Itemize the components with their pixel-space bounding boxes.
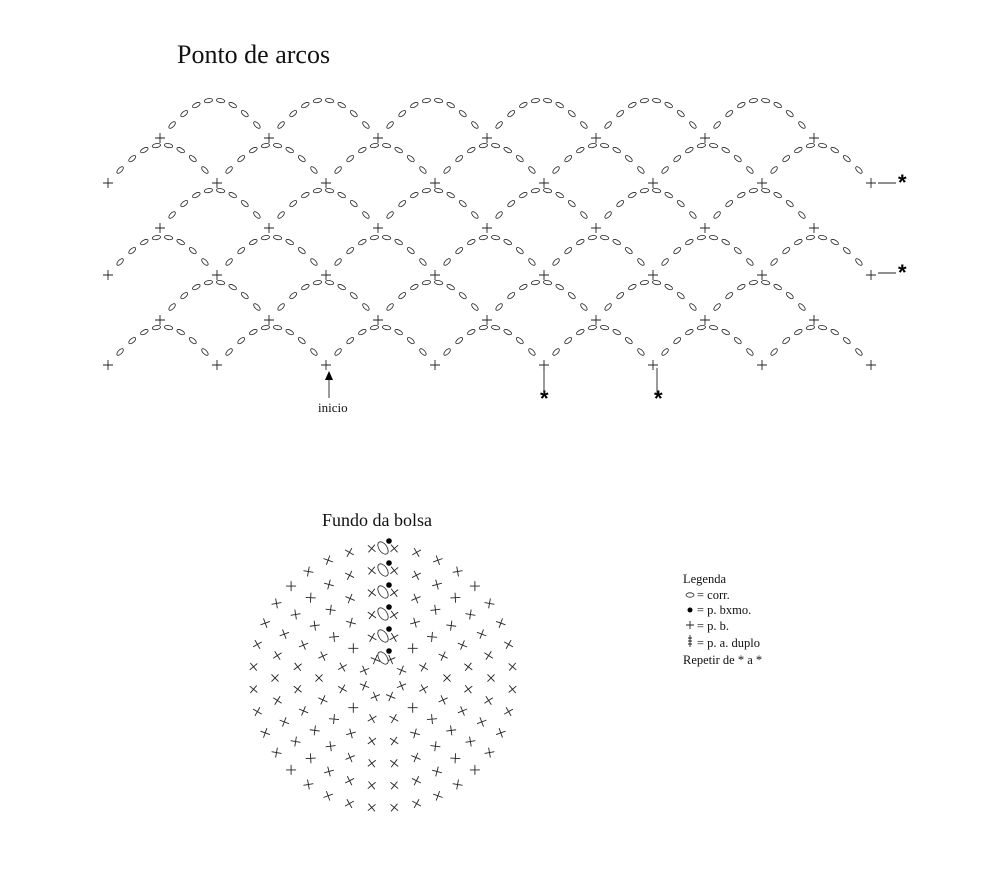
chain-oval-icon — [683, 588, 697, 604]
single-crochet-icon — [365, 712, 379, 726]
repeat-marker-icon: * — [654, 386, 663, 411]
treble-crochet-icon — [683, 634, 697, 653]
single-crochet-icon — [344, 751, 357, 764]
single-crochet-icon — [369, 690, 382, 703]
single-crochet-icon — [316, 649, 329, 662]
single-crochet-icon — [387, 586, 401, 600]
single-crochet-icon — [343, 774, 356, 787]
single-crochet-icon — [365, 564, 379, 578]
single-crochet-icon — [329, 631, 340, 642]
single-crochet-icon — [268, 671, 282, 685]
single-crochet-icon — [427, 631, 438, 642]
single-crochet-icon — [312, 671, 326, 685]
single-crochet-icon — [410, 546, 424, 560]
legend — [683, 572, 762, 668]
single-crochet-icon — [348, 643, 358, 653]
single-crochet-icon — [409, 592, 422, 605]
single-crochet-icon — [365, 778, 379, 792]
legend-item-sc — [683, 619, 762, 635]
single-crochet-icon — [408, 703, 418, 713]
single-crochet-icon — [297, 704, 310, 717]
single-crochet-icon — [482, 694, 496, 708]
single-crochet-icon — [494, 726, 507, 739]
single-crochet-icon — [430, 741, 441, 752]
single-crochet-icon — [365, 541, 379, 555]
single-crochet-icon — [417, 682, 431, 696]
single-crochet-icon — [409, 727, 421, 739]
repeat-marker-icon: * — [898, 260, 907, 285]
single-crochet-icon — [475, 628, 488, 641]
slip-stitch-icon — [386, 560, 392, 566]
single-crochet-icon — [358, 679, 371, 692]
slip-stitch-dot-icon — [683, 603, 697, 619]
legend-item-chain — [683, 588, 762, 604]
slip-stitch-icon — [386, 538, 392, 544]
single-crochet-icon — [246, 660, 260, 674]
single-crochet-icon — [387, 734, 401, 748]
single-crochet-icon — [365, 734, 379, 748]
single-crochet-icon — [387, 608, 401, 622]
single-crochet-icon — [505, 682, 519, 696]
single-crochet-icon — [431, 554, 444, 567]
single-crochet-icon — [271, 747, 283, 759]
single-crochet-icon — [395, 679, 408, 692]
single-crochet-icon — [344, 592, 357, 605]
legend-item-treble — [683, 634, 762, 653]
single-crochet-icon — [409, 616, 421, 628]
legend-item-label: = p. bxmo. — [697, 603, 752, 617]
single-crochet-icon — [259, 726, 272, 739]
single-crochet-cross-icon — [683, 619, 697, 635]
single-crochet-icon — [408, 643, 418, 653]
single-crochet-icon — [430, 604, 441, 615]
legend-title: Legenda — [683, 572, 727, 586]
slip-stitch-icon — [386, 648, 392, 654]
single-crochet-icon — [505, 660, 519, 674]
single-crochet-icon — [251, 638, 265, 652]
single-crochet-icon — [290, 609, 301, 620]
single-crochet-icon — [395, 664, 408, 677]
single-crochet-icon — [305, 592, 316, 603]
single-crochet-icon — [259, 617, 272, 630]
single-crochet-icon — [365, 608, 379, 622]
single-crochet-icon — [316, 693, 329, 706]
single-crochet-icon — [286, 581, 296, 591]
single-crochet-icon — [343, 797, 357, 811]
single-crochet-icon — [475, 715, 488, 728]
single-crochet-icon — [365, 586, 379, 600]
single-crochet-icon — [336, 660, 350, 674]
single-crochet-icon — [343, 546, 357, 560]
single-crochet-icon — [336, 682, 350, 696]
legend-item-label: = p. a. duplo — [697, 635, 760, 650]
single-crochet-icon — [291, 682, 305, 696]
single-crochet-icon — [291, 660, 305, 674]
single-crochet-icon — [325, 741, 336, 752]
single-crochet-icon — [484, 598, 496, 610]
legend-item-slip — [683, 603, 762, 619]
legend-item-label: = corr. — [697, 587, 730, 602]
single-crochet-icon — [409, 751, 422, 764]
single-crochet-icon — [270, 694, 284, 708]
single-crochet-icon — [502, 638, 516, 652]
pattern-title: Ponto de arcos — [177, 40, 331, 69]
single-crochet-icon — [325, 604, 336, 615]
single-crochet-icon — [450, 592, 461, 603]
single-crochet-icon — [431, 578, 443, 590]
single-crochet-icon — [436, 693, 449, 706]
single-crochet-icon — [297, 639, 310, 652]
single-crochet-icon — [343, 569, 356, 582]
single-crochet-icon — [387, 631, 401, 645]
legend-repeat-note: Repetir de * a * — [683, 652, 763, 667]
repeat-marker-icon: * — [540, 386, 549, 411]
single-crochet-icon — [440, 671, 454, 685]
single-crochet-icon — [417, 660, 431, 674]
single-crochet-icon — [387, 756, 401, 770]
single-crochet-icon — [387, 712, 401, 726]
single-crochet-icon — [323, 765, 335, 777]
single-crochet-icon — [484, 671, 498, 685]
single-crochet-icon — [446, 725, 457, 736]
single-crochet-icon — [427, 714, 438, 725]
single-crochet-icon — [345, 616, 357, 628]
single-crochet-icon — [452, 779, 464, 791]
single-crochet-icon — [452, 566, 464, 578]
single-crochet-icon — [309, 725, 320, 736]
single-crochet-icon — [290, 736, 301, 747]
single-crochet-icon — [365, 631, 379, 645]
single-crochet-icon — [365, 800, 379, 814]
single-crochet-icon — [270, 649, 284, 663]
single-crochet-icon — [470, 581, 480, 591]
single-crochet-icon — [482, 649, 496, 663]
single-crochet-icon — [410, 797, 424, 811]
repeat-marker-icon: * — [898, 170, 907, 195]
single-crochet-icon — [456, 639, 469, 652]
single-crochet-icon — [461, 682, 475, 696]
single-crochet-icon — [358, 664, 371, 677]
single-crochet-icon — [494, 617, 507, 630]
slip-stitch-icon — [386, 604, 392, 610]
legend-item-label: = p. b. — [697, 618, 730, 633]
single-crochet-icon — [431, 765, 443, 777]
start-label: inicio — [318, 400, 348, 415]
single-crochet-icon — [246, 682, 260, 696]
single-crochet-icon — [322, 789, 335, 802]
single-crochet-icon — [465, 609, 476, 620]
single-crochet-icon — [387, 778, 401, 792]
slip-stitch-icon — [386, 626, 392, 632]
single-crochet-icon — [461, 660, 475, 674]
single-crochet-icon — [305, 753, 316, 764]
single-crochet-icon — [410, 774, 423, 787]
circle-chart-title: Fundo da bolsa — [322, 510, 432, 530]
single-crochet-icon — [470, 765, 480, 775]
single-crochet-icon — [323, 578, 335, 590]
single-crochet-icon — [410, 569, 423, 582]
single-crochet-icon — [345, 727, 357, 739]
single-crochet-icon — [465, 736, 476, 747]
single-crochet-icon — [387, 800, 401, 814]
single-crochet-icon — [278, 628, 291, 641]
single-crochet-icon — [365, 756, 379, 770]
single-crochet-icon — [436, 649, 449, 662]
single-crochet-icon — [271, 598, 283, 610]
single-crochet-icon — [322, 554, 335, 567]
single-crochet-icon — [303, 779, 315, 791]
single-crochet-icon — [286, 765, 296, 775]
slip-stitch-icon — [386, 582, 392, 588]
single-crochet-icon — [502, 705, 516, 719]
single-crochet-icon — [456, 704, 469, 717]
single-crochet-icon — [384, 690, 397, 703]
single-crochet-icon — [446, 620, 457, 631]
single-crochet-icon — [484, 747, 496, 759]
single-crochet-icon — [251, 705, 265, 719]
single-crochet-icon — [278, 715, 291, 728]
single-crochet-icon — [309, 620, 320, 631]
single-crochet-icon — [329, 714, 340, 725]
single-crochet-icon — [348, 703, 358, 713]
single-crochet-icon — [431, 789, 444, 802]
single-crochet-icon — [450, 753, 461, 764]
single-crochet-icon — [303, 566, 315, 578]
